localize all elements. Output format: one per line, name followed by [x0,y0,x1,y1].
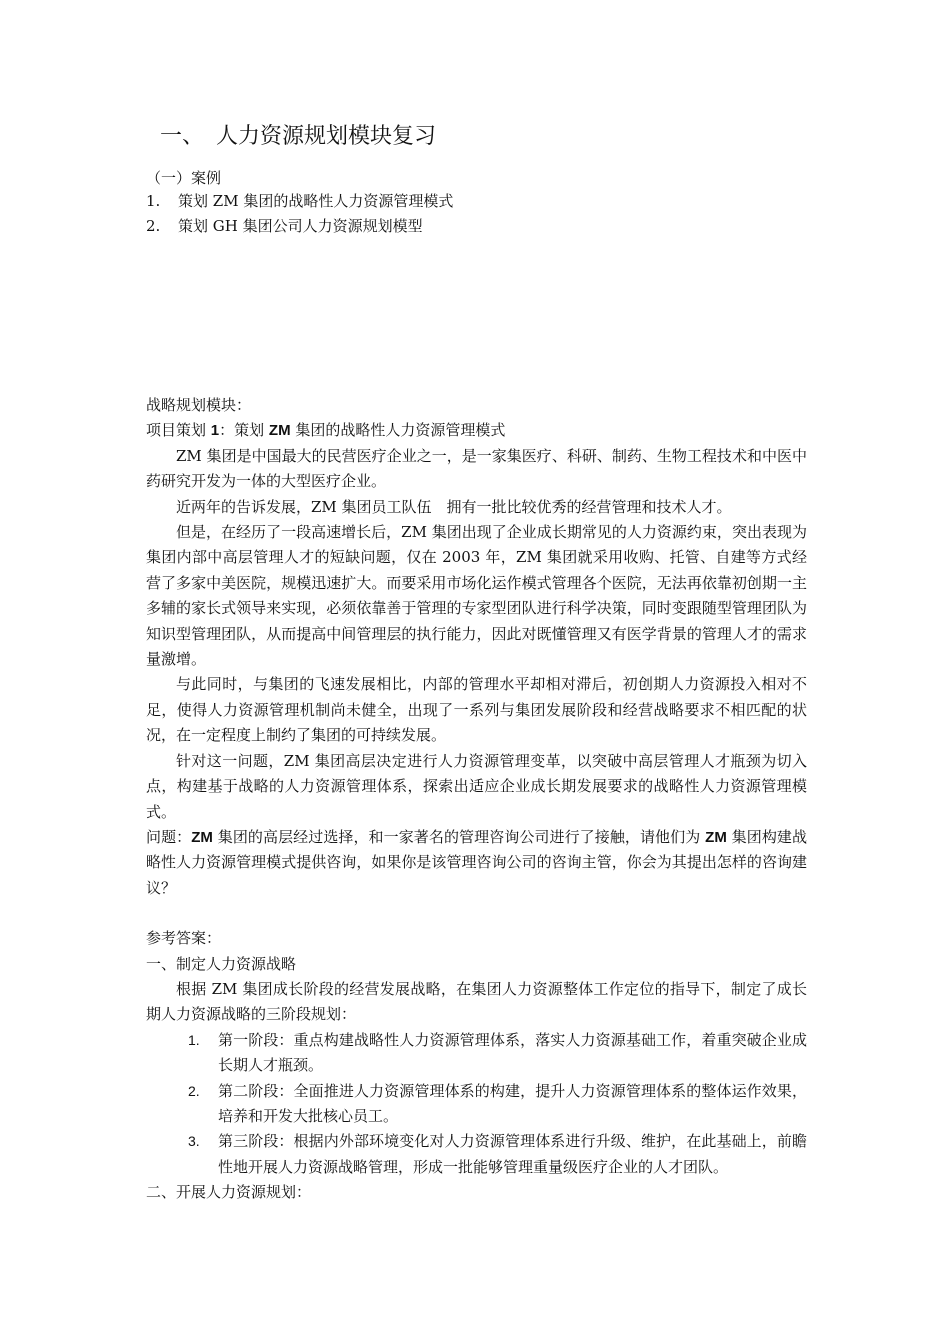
question-paragraph [146,825,807,901]
stage-list [146,1028,807,1180]
question-mid: 集团的高层经过选择，和一家著名的管理咨询公司进行了接触，请他们为 [212,827,706,846]
case-list [146,189,453,239]
project-suffix: 集团的战略性人力资源管理模式 [290,421,506,440]
stage-number: 1. [188,1031,200,1048]
heading-title: 人力资源规划模块复习 [216,124,437,149]
heading-number: 一、 [160,124,205,149]
case-title: 策划 ZM 集团的战略性人力资源管理模式 [178,192,454,210]
answer-label: 参考答案： [146,929,222,948]
project-company: ZM [268,422,291,440]
module-label: 战略规划模块： [146,396,252,414]
spacer [146,901,807,926]
case-paragraph: 但是，在经历了一段高速增长后，ZM 集团出现了企业成长期常见的人力资源约束，突出表现为集团内部中高层管理人才的短缺问题，仅在 2003 年，ZM 集团就采用收购、托管、自建等方式经营了多家中美医院，规模迅速扩大。而要采用市场化运作模式管理各个医院，无法再依靠初创期一主多辅的家长式领导来实现，必须依靠善于管理的专家型团队进行科学决策，同时变跟随型管理团队为知识型管理团队，从而提高中间管理层的执行能力，因此对既懂管理又有医学背景的管理人才的需求量激增。 [146,523,807,669]
project-title [146,418,807,443]
project-prefix: 项目策划 [146,421,211,440]
stage-item [146,1079,807,1130]
case-paragraph: 与此同时，与集团的飞速发展相比，内部的管理水平却相对滞后，初创期人力资源投入相对不足，使得人力资源管理机制尚未健全，出现了一系列与集团发展阶段和经营战略要求不相匹配的状况，在一定程度上制约了集团的可持续发展。 [146,675,807,745]
question-prefix: 问题： [146,827,192,846]
section-heading [160,122,436,152]
case-number: 2. [146,217,161,235]
answer-paragraph: 根据 ZM 集团成长阶段的经营发展战略，在集团人力资源整体工作定位的指导下，制定了成长期人力资源战略的三阶段规划： [146,979,807,1024]
project-mid: ：策划 [219,421,269,440]
answer-heading-1: 一、制定人力资源战略 [146,954,297,973]
project-number: 1 [210,422,220,440]
answer-heading-2: 二、开展人力资源规划： [146,1183,312,1202]
question-company: ZM [705,828,727,846]
case-title: 策划 GH 集团公司人力资源规划模型 [178,217,423,235]
stage-text: 第三阶段：根据内外部环境变化对人力资源管理体系进行升级、维护，在此基础上，前瞻性地开展人力资源战略管理，形成一批能够管理重量级医疗企业的人才团队。 [218,1132,807,1176]
case-number: 1. [146,192,161,210]
document-body [146,393,807,1206]
case-list-item [146,189,453,214]
case-paragraph: 近两年的告诉发展，ZM 集团员工队伍 拥有一批比较优秀的经营管理和技术人才。 [176,497,732,516]
stage-number: 2. [188,1082,200,1099]
case-label: （一）案例 [146,169,222,187]
stage-text: 第二阶段：全面推进人力资源管理体系的构建，提升人力资源管理体系的整体运作效果，培养和开发大批核心员工。 [218,1081,807,1125]
case-list-item [146,214,453,239]
stage-text: 第一阶段：重点构建战略性人力资源管理体系，落实人力资源基础工作，着重突破企业成长期人才瓶颈。 [218,1030,807,1075]
stage-item [146,1129,807,1180]
stage-item [146,1028,807,1079]
question-company: ZM [191,828,213,846]
question-suffix: 集团构建战略性人力资源管理模式提供咨询，如果你是该管理咨询公司的咨询主管，你会为其提出怎样的咨询建议？ [146,827,807,897]
case-paragraph: ZM 集团是中国最大的民营医疗企业之一，是一家集医疗、科研、制药、生物工程技术和中医中药研究开发为一体的大型医疗企业。 [146,446,807,491]
case-paragraph: 针对这一问题，ZM 集团高层决定进行人力资源管理变革，以突破中高层管理人才瓶颈为切入点，构建基于战略的人力资源管理体系，探索出适应企业成长期发展要求的战略性人力资源管理模式。 [146,751,807,821]
stage-number: 3. [188,1133,200,1150]
